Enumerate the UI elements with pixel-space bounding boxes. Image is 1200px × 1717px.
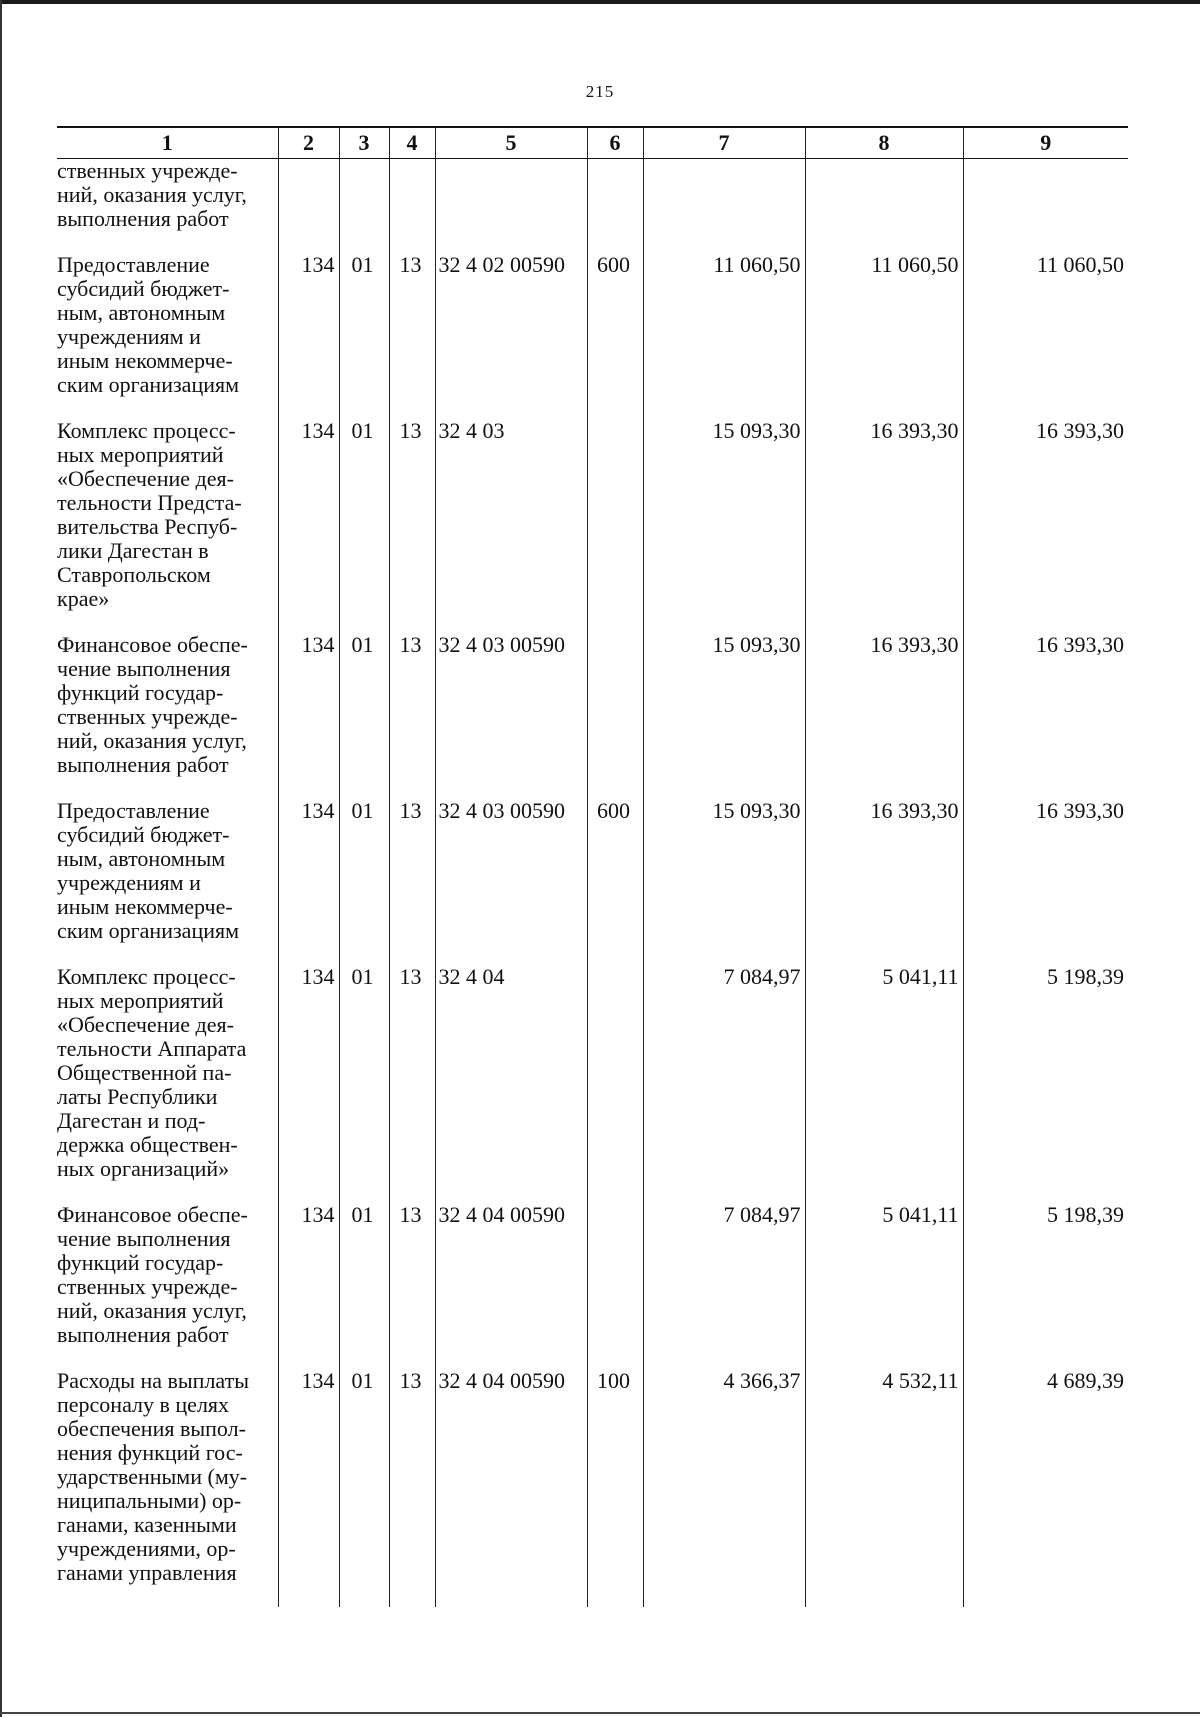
cell-target-article: 32 4 03 00590 — [435, 799, 587, 965]
description-line: ским организациям — [57, 918, 240, 943]
cell-description — [57, 419, 278, 633]
cell-ministry-code: 134 — [278, 253, 339, 419]
cell-target-article: 32 4 04 00590 — [435, 1369, 587, 1607]
cell-ministry-code: 134 — [278, 1203, 339, 1369]
description-line: ний, оказания услуг, — [57, 728, 247, 753]
description-line: выполнения работ — [57, 1322, 229, 1347]
description-line: ний, оказания услуг, — [57, 1298, 247, 1323]
description-line: чение выполнения — [57, 656, 231, 681]
cell-description — [57, 159, 278, 254]
cell-amount-col9: 16 393,30 — [963, 799, 1128, 965]
cell-target-article: 32 4 02 00590 — [435, 253, 587, 419]
cell-target-article: 32 4 03 — [435, 419, 587, 633]
description-line: ний, оказания услуг, — [57, 182, 247, 207]
cell-subsection-code: 13 — [389, 633, 435, 799]
cell-amount-col8: 5 041,11 — [805, 1203, 963, 1369]
description-line: «Обеспечение дея- — [57, 1012, 234, 1037]
description-line: Комплекс процесс- — [57, 418, 236, 443]
cell-subsection-code: 13 — [389, 965, 435, 1203]
description-line: Предоставление — [57, 798, 210, 823]
description-line: учреждениям и — [57, 870, 201, 895]
description-line: субсидий бюджет- — [57, 822, 230, 847]
cell-target-article: 32 4 04 00590 — [435, 1203, 587, 1369]
description-line: «Обеспечение дея- — [57, 466, 234, 491]
cell-expense-type: 600 — [587, 253, 643, 419]
cell-subsection-code: 13 — [389, 253, 435, 419]
description-line: ственных учрежде- — [57, 1274, 238, 1299]
description-line: иным некоммерче- — [57, 894, 233, 919]
cell-section-code: 01 — [339, 965, 389, 1203]
cell-expense-type — [587, 419, 643, 633]
description-line: обеспечения выпол- — [57, 1416, 246, 1441]
description-line: Финансовое обеспе- — [57, 632, 248, 657]
header-col-8: 8 — [805, 127, 963, 159]
description-line: ниципальными) ор- — [57, 1488, 242, 1513]
cell-section-code: 01 — [339, 1203, 389, 1369]
header-col-1: 1 — [57, 127, 278, 159]
cell-description — [57, 253, 278, 419]
cell-amount-col9: 5 198,39 — [963, 1203, 1128, 1369]
cell-expense-type: 600 — [587, 799, 643, 965]
cell-amount-col8: 5 041,11 — [805, 965, 963, 1203]
description-line: Предоставление — [57, 252, 210, 277]
cell-amount-col7: 15 093,30 — [643, 419, 805, 633]
cell-ministry-code — [278, 159, 339, 254]
description-line: ных организаций» — [57, 1156, 230, 1181]
description-line: ных мероприятий — [57, 988, 224, 1013]
cell-section-code: 01 — [339, 253, 389, 419]
cell-amount-col7: 7 084,97 — [643, 965, 805, 1203]
description-line: ственных учрежде- — [57, 704, 238, 729]
cell-section-code: 01 — [339, 419, 389, 633]
cell-subsection-code: 13 — [389, 1203, 435, 1369]
description-line: держка обществен- — [57, 1132, 238, 1157]
cell-expense-type: 100 — [587, 1369, 643, 1607]
description-line: Расходы на выплаты — [57, 1368, 250, 1393]
description-line: учреждениями, ор- — [57, 1536, 236, 1561]
cell-amount-col7: 15 093,30 — [643, 633, 805, 799]
cell-amount-col8: 16 393,30 — [805, 799, 963, 965]
header-col-9: 9 — [963, 127, 1128, 159]
cell-description — [57, 1203, 278, 1369]
description-line: тельности Предста- — [57, 490, 242, 515]
cell-ministry-code: 134 — [278, 1369, 339, 1607]
cell-section-code: 01 — [339, 1369, 389, 1607]
cell-description — [57, 799, 278, 965]
description-line: субсидий бюджет- — [57, 276, 230, 301]
scan-edge-top — [0, 0, 1200, 4]
cell-amount-col7: 15 093,30 — [643, 799, 805, 965]
cell-ministry-code: 134 — [278, 799, 339, 965]
cell-ministry-code: 134 — [278, 419, 339, 633]
description-line: нения функций гос- — [57, 1440, 243, 1465]
cell-ministry-code: 134 — [278, 965, 339, 1203]
description-line: ным, автономным — [57, 846, 226, 871]
description-line: вительства Респуб- — [57, 514, 238, 539]
cell-amount-col8: 11 060,50 — [805, 253, 963, 419]
header-col-6: 6 — [587, 127, 643, 159]
cell-section-code: 01 — [339, 799, 389, 965]
cell-section-code — [339, 159, 389, 254]
cell-expense-type — [587, 633, 643, 799]
cell-expense-type — [587, 965, 643, 1203]
description-line: Дагестан и под- — [57, 1108, 206, 1133]
description-line: латы Республики — [57, 1084, 218, 1109]
header-col-4: 4 — [389, 127, 435, 159]
description-line: лики Дагестан в — [57, 538, 209, 563]
description-line: тельности Аппарата — [57, 1036, 247, 1061]
cell-description — [57, 965, 278, 1203]
cell-amount-col7: 4 366,37 — [643, 1369, 805, 1607]
description-line: ганами, казенными — [57, 1512, 237, 1537]
cell-subsection-code: 13 — [389, 799, 435, 965]
budget-table — [57, 126, 1128, 1607]
description-line: функций государ- — [57, 680, 224, 705]
description-line: учреждениям и — [57, 324, 201, 349]
cell-target-article: 32 4 04 — [435, 965, 587, 1203]
description-line: ственных учрежде- — [57, 158, 238, 183]
cell-target-article: 32 4 03 00590 — [435, 633, 587, 799]
description-line: персоналу в целях — [57, 1392, 230, 1417]
description-line: чение выполнения — [57, 1226, 231, 1251]
description-line: выполнения работ — [57, 752, 229, 777]
cell-subsection-code: 13 — [389, 419, 435, 633]
table-row — [57, 1369, 1128, 1607]
header-col-3: 3 — [339, 127, 389, 159]
cell-amount-col9: 4 689,39 — [963, 1369, 1128, 1607]
cell-section-code: 01 — [339, 633, 389, 799]
header-col-7: 7 — [643, 127, 805, 159]
table-row — [57, 419, 1128, 633]
description-line: Общественной па- — [57, 1060, 232, 1085]
description-line: крае» — [57, 586, 110, 611]
page-number: 215 — [585, 82, 615, 101]
description-line: Комплекс процесс- — [57, 964, 236, 989]
cell-amount-col9: 11 060,50 — [963, 253, 1128, 419]
description-line: выполнения работ — [57, 206, 229, 231]
cell-amount-col7 — [643, 159, 805, 254]
cell-target-article — [435, 159, 587, 254]
scan-edge-left — [0, 0, 2, 1717]
description-line: ударственными (му- — [57, 1464, 248, 1489]
header-col-5: 5 — [435, 127, 587, 159]
description-line: ганами управления — [57, 1560, 237, 1585]
cell-description — [57, 633, 278, 799]
cell-amount-col8: 16 393,30 — [805, 633, 963, 799]
cell-amount-col8: 16 393,30 — [805, 419, 963, 633]
cell-amount-col9: 16 393,30 — [963, 633, 1128, 799]
table-row — [57, 253, 1128, 419]
cell-subsection-code: 13 — [389, 1369, 435, 1607]
header-row — [57, 127, 1128, 159]
description-line: ским организациям — [57, 372, 240, 397]
description-line: функций государ- — [57, 1250, 224, 1275]
description-line: иным некоммерче- — [57, 348, 233, 373]
header-col-2: 2 — [278, 127, 339, 159]
table-body — [57, 159, 1128, 1608]
description-line: ным, автономным — [57, 300, 226, 325]
table-row — [57, 159, 1128, 254]
cell-amount-col9: 16 393,30 — [963, 419, 1128, 633]
description-line: ных мероприятий — [57, 442, 224, 467]
table-row — [57, 633, 1128, 799]
cell-ministry-code: 134 — [278, 633, 339, 799]
description-line: Финансовое обеспе- — [57, 1202, 248, 1227]
description-line: Ставропольском — [57, 562, 211, 587]
cell-expense-type — [587, 1203, 643, 1369]
table-row — [57, 799, 1128, 965]
table-row — [57, 1203, 1128, 1369]
cell-amount-col8 — [805, 159, 963, 254]
cell-amount-col8: 4 532,11 — [805, 1369, 963, 1607]
cell-amount-col9: 5 198,39 — [963, 965, 1128, 1203]
cell-amount-col7: 11 060,50 — [643, 253, 805, 419]
cell-amount-col7: 7 084,97 — [643, 1203, 805, 1369]
scan-edge-bottom — [0, 1712, 1200, 1714]
table-row — [57, 965, 1128, 1203]
cell-expense-type — [587, 159, 643, 254]
cell-subsection-code — [389, 159, 435, 254]
cell-description — [57, 1369, 278, 1607]
cell-amount-col9 — [963, 159, 1128, 254]
